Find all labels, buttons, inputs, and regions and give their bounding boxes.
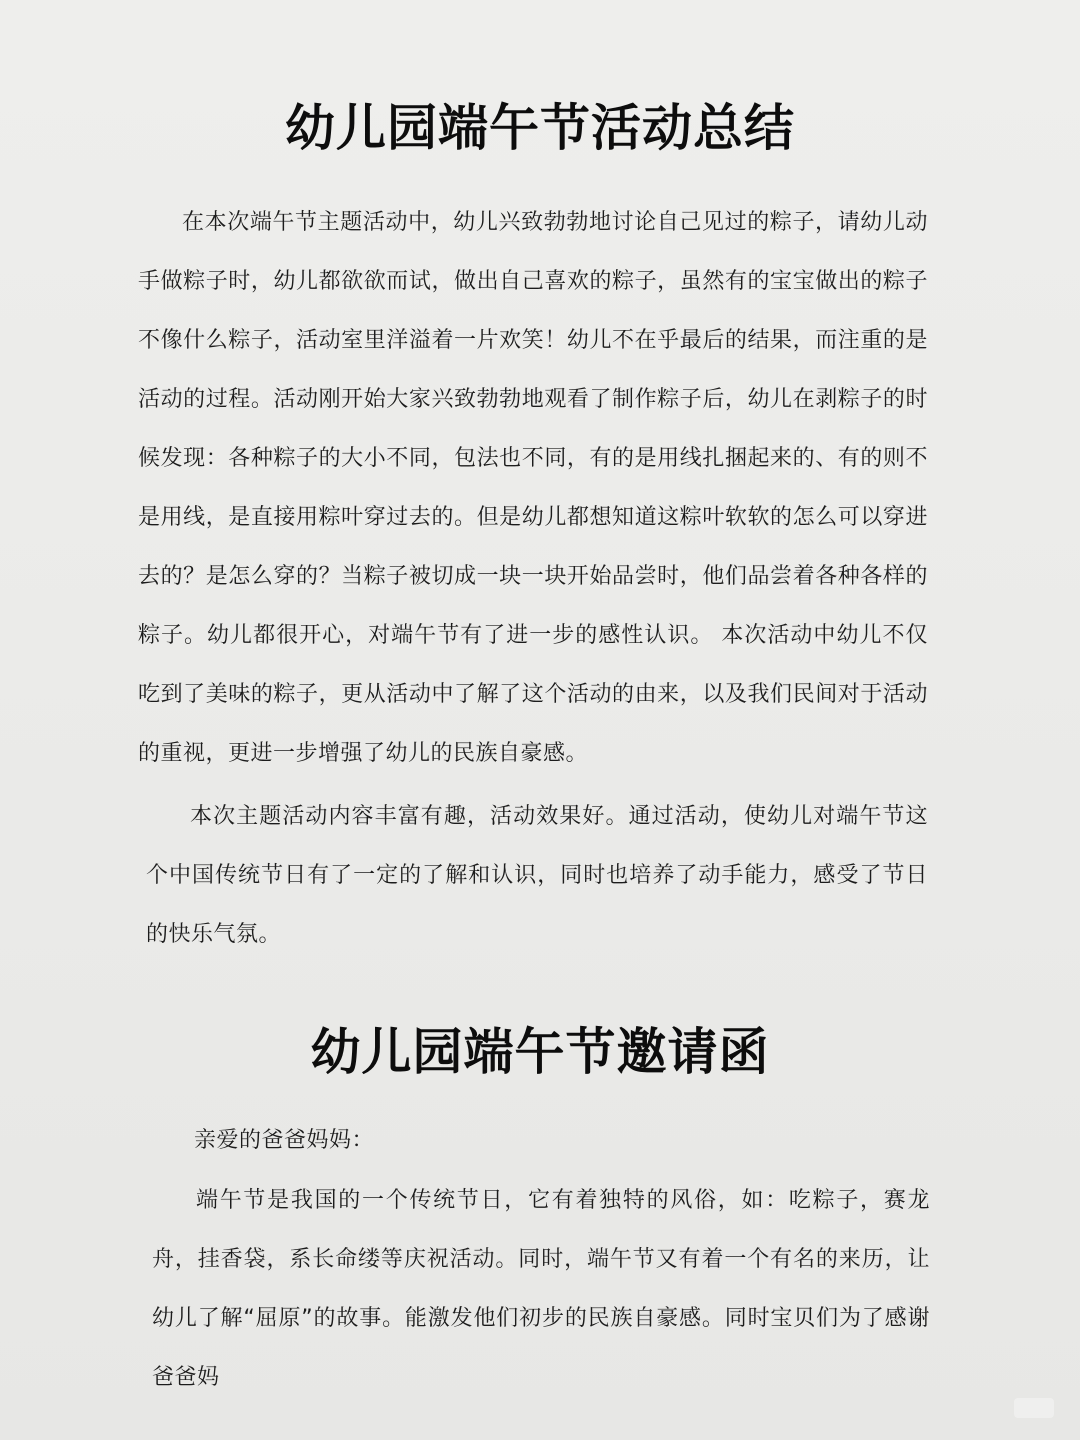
invitation-paragraph-1: 端午节是我国的一个传统节日，它有着独特的风俗，如：吃粽子，赛龙舟，挂香袋，系长命缕等庆祝活动。同时，端午节又有着一个有名的来历，让幼儿了解“屈原”的故事。能激发他们初步的民族自豪感。同时宝贝们为了感谢爸爸妈	[152, 1188, 930, 1390]
invitation-greeting: 亲爱的爸爸妈妈：	[194, 1128, 375, 1153]
summary-title: 幼儿园端午节活动总结	[285, 99, 795, 157]
watermark-badge	[1014, 1398, 1054, 1418]
summary-paragraph-1: 在本次端午节主题活动中，幼儿兴致勃勃地讨论自己见过的粽子，请幼儿动手做粽子时，幼儿都欲欲而试，做出自己喜欢的粽子，虽然有的宝宝做出的粽子不像什么粽子，活动室里洋溢着一片欢笑！幼儿不在乎最后的结果，而注重的是活动的过程。活动刚开始大家兴致勃勃地观看了制作粽子后，幼儿在剥粽子的时候发现：各种粽子的大小不同，包法也不同，有的是用线扎捆起来的、有的则不是用线，是直接用粽叶穿过去的。但是幼儿都想知道这粽叶软软的怎么可以穿进去的？是怎么穿的？当粽子被切成一块一块开始品尝时，他们品尝着各种各样的粽子。幼儿都很开心，对端午节有了进一步的感性认识。 本次活动中幼儿不仅吃到了美味的粽子，更从活动中了解了这个活动的由来，以及我们民间对于活动的重视，更进一步增强了幼儿的民族自豪感。	[138, 210, 928, 766]
invitation-title: 幼儿园端午节邀请函	[310, 1023, 770, 1081]
summary-paragraph-2: 本次主题活动内容丰富有趣，活动效果好。通过活动，使幼儿对端午节这个中国传统节日有了一定的了解和认识，同时也培养了动手能力，感受了节日的快乐气氛。	[146, 804, 928, 947]
